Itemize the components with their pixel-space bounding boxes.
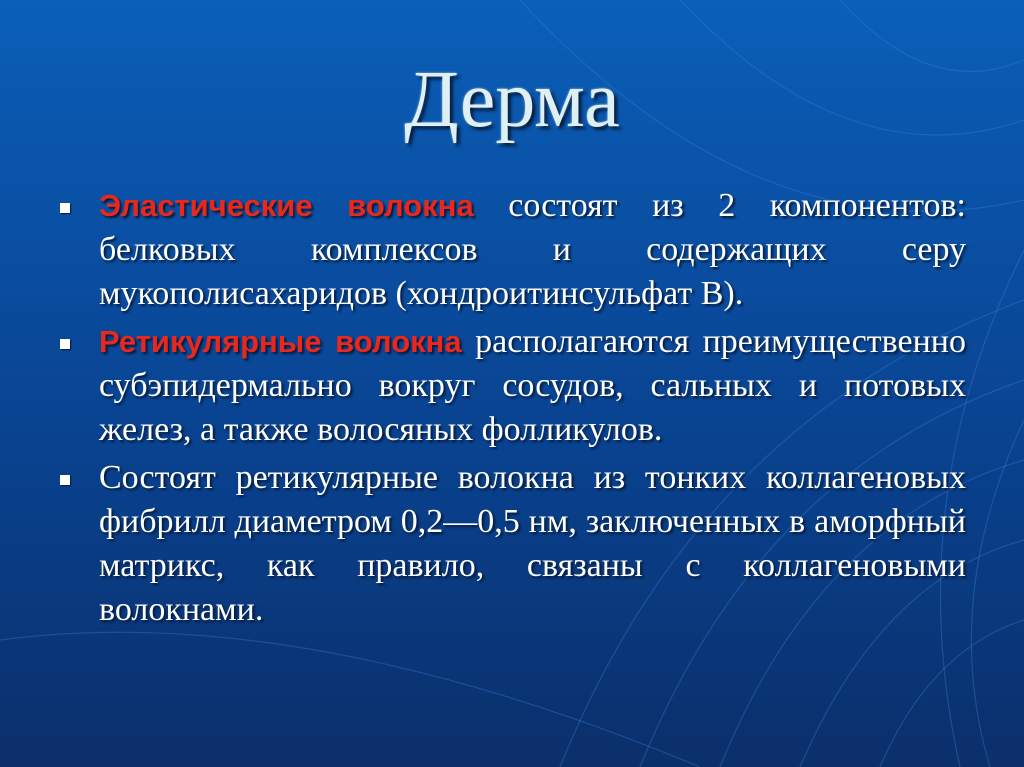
bullet-item-reticular-fibers: [60, 320, 966, 452]
highlighted-term: Ретикулярные волокна: [99, 324, 462, 359]
highlighted-term: Эластические волокна: [99, 188, 474, 223]
bullet-text: располагаются преимущественно субэпидермально вокруг сосудов, сальных и потовых желез, а также волосяных фолликулов.: [99, 323, 966, 448]
square-bullet-icon: [60, 475, 70, 485]
bullet-text: Состоят ретикулярные волокна из тонких коллагеновых фибрилл диаметром 0,2—0,5 нм, заключенных в аморфный матрикс, как правило, связаны с коллагеновыми волокнами.: [99, 459, 966, 628]
bullet-list: [60, 184, 966, 636]
bullet-item-elastic-fibers: [60, 184, 966, 316]
bullet-text: состоят из 2 компонентов: белковых комплексов и содержащих серу мукополисахаридов (хондроитинсульфат В).: [99, 187, 966, 312]
square-bullet-icon: [60, 339, 70, 349]
slide-title: Дерма: [404, 56, 620, 144]
square-bullet-icon: [60, 203, 70, 213]
bullet-item-reticular-composition: [60, 456, 966, 632]
